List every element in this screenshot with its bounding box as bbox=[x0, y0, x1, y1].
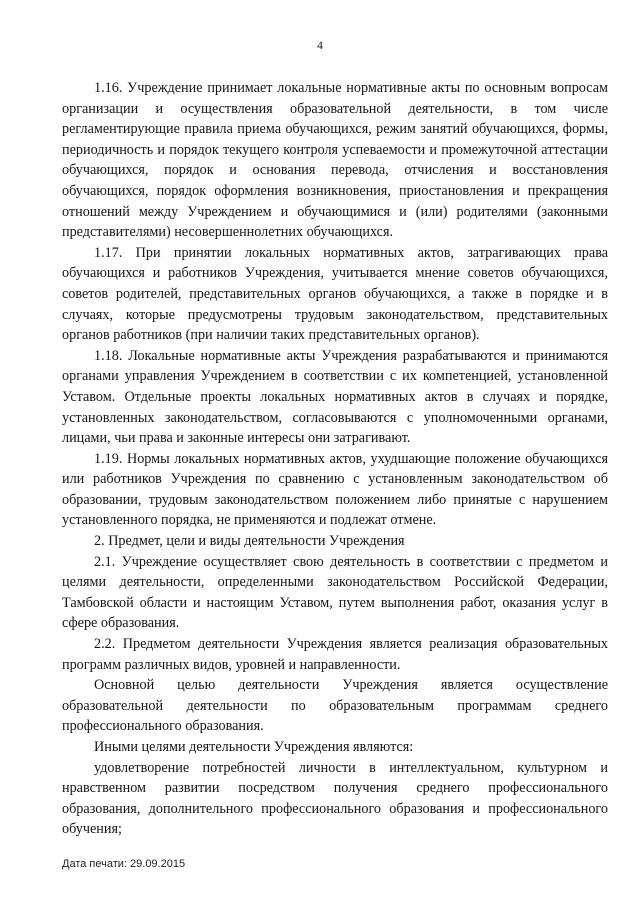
document-body bbox=[62, 78, 608, 840]
paragraph-other-goals-intro: Иными целями деятельности Учреждения являются: bbox=[94, 739, 414, 755]
print-date: Дата печати: 29.09.2015 bbox=[62, 858, 186, 870]
paragraph-1-19: 1.19. Нормы локальных нормативных актов, ухудшающие положение обучающихся или работников Учреждения по сравнению с установленным законодательством об образовании, трудовым законодательством положением либо принятые с нарушением установленного порядка, не применяются и подлежат отмене. bbox=[62, 450, 608, 529]
page-number: 4 bbox=[317, 40, 323, 52]
paragraph-1-16: 1.16. Учреждение принимает локальные нормативные акты по основным вопросам организации и осуществления образовательной деятельности, в том числе регламентирующие правила приема обучающихся, режим занятий обучающихся, формы, периодичность и порядок текущего контроля успеваемости и промежуточной аттестации обучающихся, порядок и основания перевода, отчисления и восстановления обучающихся, порядок оформления возникновения, приостановления и прекращения отношений между Учреждением и обучающимися и (или) родителями (законными представителями) несовершеннолетних обучающихся. bbox=[62, 80, 608, 241]
paragraph-goal-item: удовлетворение потребностей личности в интеллектуальном, культурном и нравственном развитии посредством получения среднего профессионального образования, дополнительного профессионального образования и профессионального обучения; bbox=[62, 759, 608, 838]
paragraph-2-2: 2.2. Предметом деятельности Учреждения является реализация образовательных программ различных видов, уровней и направленности. bbox=[62, 636, 608, 673]
section-heading: 2. Предмет, цели и виды деятельности Учреждения bbox=[94, 533, 405, 550]
paragraph-main-goal: Основной целью деятельности Учреждения является осуществление образовательной деятельности по образовательным программам среднего профессионального образования. bbox=[62, 677, 608, 735]
paragraph-2-1: 2.1. Учреждение осуществляет свою деятельность в соответствии с предметом и целями деятельности, определенными законодательством Российской Федерации, Тамбовской области и настоящим Уставом, путем выполнения работ, оказания услуг в сфере образования. bbox=[62, 553, 608, 632]
paragraph-1-17: 1.17. При принятии локальных нормативных актов, затрагивающих права обучающихся и работников Учреждения, учитывается мнение советов обучающихся, советов родителей, представительных органов обучающихся, а также в порядке и в случаях, которые предусмотрены трудовым законодательством, представительных органов работников (при наличии таких представительных органов). bbox=[62, 244, 608, 344]
paragraph-1-18: 1.18. Локальные нормативные акты Учреждения разрабатываются и принимаются органами управления Учреждением в соответствии с их компетенцией, установленной Уставом. Отдельные проекты локальных нормативных актов в случаях и порядке, установленных законодательством, согласовываются с уполномоченными органами, лицами, чьи права и законные интересы они затрагивают. bbox=[62, 347, 608, 447]
